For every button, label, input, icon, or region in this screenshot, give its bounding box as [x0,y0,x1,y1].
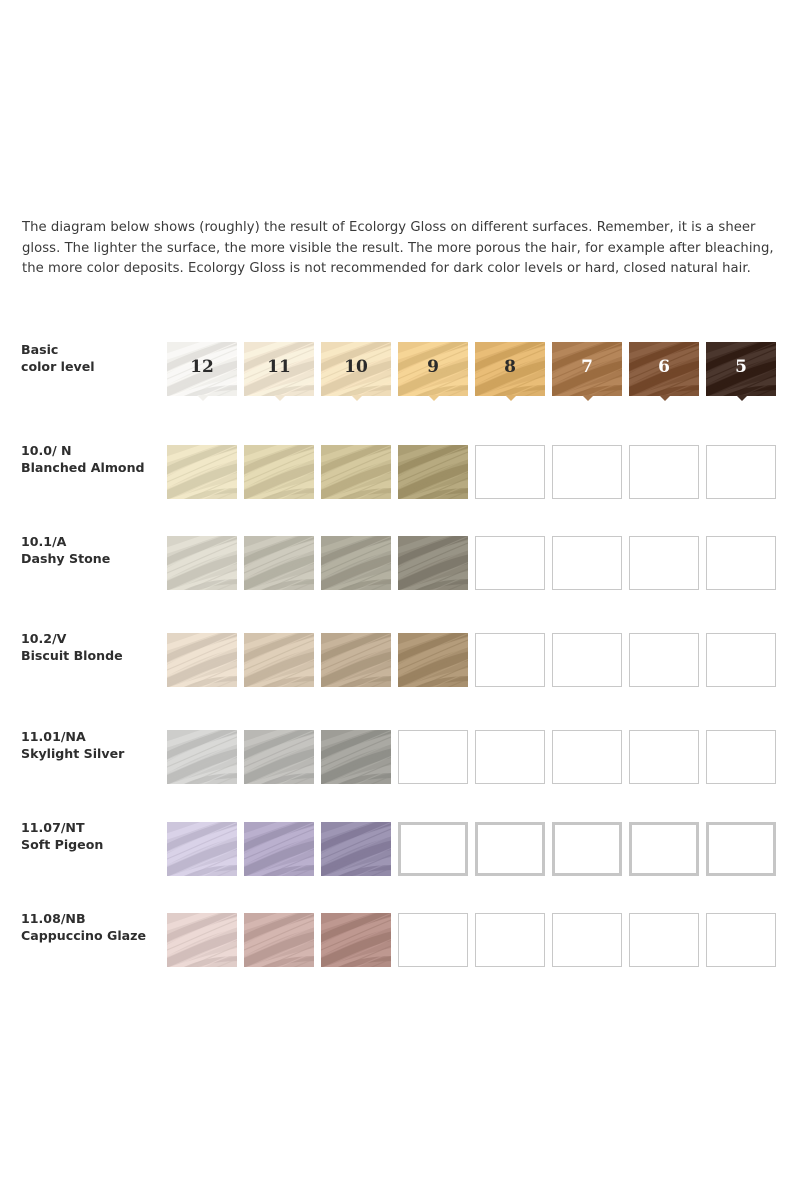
shade-code: 11.07/NT [21,820,85,835]
basic-color-level-label [21,341,95,375]
row-label [21,910,146,944]
result-swatch [398,633,468,687]
empty-result-cell [475,730,545,784]
level-number: 9 [427,357,439,377]
level-number: 11 [267,357,291,377]
level-pointer [274,395,286,401]
empty-result-cell [398,730,468,784]
empty-result-cell [629,822,699,876]
level-number: 5 [735,357,747,377]
result-swatch [321,730,391,784]
intro-paragraph: The diagram below shows (roughly) the result of Ecolorgy Gloss on different surfaces. Remember, it is a sheer gloss. The lighter the surface, the more visible the result. The more porous the hair, for example after bleaching, the more color deposits. Ecolorgy Gloss is not recommended for dark color levels or hard, closed natural hair. [22,220,774,276]
result-swatch [244,536,314,590]
level-swatch-10 [321,342,391,396]
result-swatch [167,445,237,499]
level-swatch-12 [167,342,237,396]
level-number: 7 [581,357,593,377]
level-swatch-9 [398,342,468,396]
empty-result-cell [706,536,776,590]
empty-result-cell [475,822,545,876]
level-swatch-8 [475,342,545,396]
row-label [21,630,123,664]
result-swatch [398,536,468,590]
level-pointer [736,395,748,401]
result-swatch [321,536,391,590]
level-number: 12 [190,357,214,377]
empty-result-cell [629,633,699,687]
shade-name: Skylight Silver [21,746,125,761]
empty-result-cell [475,536,545,590]
row-label [21,442,145,476]
empty-result-cell [552,822,622,876]
empty-result-cell [552,913,622,967]
empty-result-cell [552,730,622,784]
label-line-2: color level [21,359,95,374]
shade-name: Dashy Stone [21,551,111,566]
empty-result-cell [629,445,699,499]
empty-result-cell [706,633,776,687]
shade-code: 10.1/A [21,534,67,549]
empty-result-cell [706,445,776,499]
level-swatch-7 [552,342,622,396]
level-pointer [351,395,363,401]
shade-code: 11.08/NB [21,911,86,926]
shade-name: Blanched Almond [21,460,145,475]
level-number: 10 [344,357,368,377]
shade-code: 10.2/V [21,631,67,646]
shade-code: 11.01/NA [21,729,86,744]
empty-result-cell [398,913,468,967]
row-label [21,728,124,762]
empty-result-cell [475,913,545,967]
result-swatch [244,822,314,876]
empty-result-cell [552,633,622,687]
empty-result-cell [629,536,699,590]
shade-name: Cappuccino Glaze [21,928,147,943]
result-swatch [244,445,314,499]
level-swatch-6 [629,342,699,396]
result-swatch [167,822,237,876]
result-swatch [321,913,391,967]
result-swatch [167,633,237,687]
result-swatch [244,730,314,784]
row-label [21,533,110,567]
row-label [21,819,103,853]
empty-result-cell [629,730,699,784]
result-swatch [244,913,314,967]
result-swatch [244,633,314,687]
shade-code: 10.0/ N [21,443,72,458]
result-swatch [321,633,391,687]
level-pointer [582,395,594,401]
empty-result-cell [706,730,776,784]
result-swatch [321,445,391,499]
level-number: 8 [504,357,516,377]
empty-result-cell [629,913,699,967]
shade-name: Biscuit Blonde [21,648,123,663]
empty-result-cell [552,445,622,499]
empty-result-cell [706,913,776,967]
level-pointer [197,395,209,401]
shade-name: Soft Pigeon [21,837,104,852]
empty-result-cell [706,822,776,876]
result-swatch [398,445,468,499]
level-swatch-11 [244,342,314,396]
level-pointer [505,395,517,401]
level-pointer [659,395,671,401]
result-swatch [167,913,237,967]
empty-result-cell [475,633,545,687]
empty-result-cell [398,822,468,876]
empty-result-cell [475,445,545,499]
level-pointer [428,395,440,401]
empty-result-cell [552,536,622,590]
result-swatch [321,822,391,876]
label-line-1: Basic [21,342,59,357]
result-swatch [167,730,237,784]
level-number: 6 [658,357,670,377]
result-swatch [167,536,237,590]
level-swatch-5 [706,342,776,396]
